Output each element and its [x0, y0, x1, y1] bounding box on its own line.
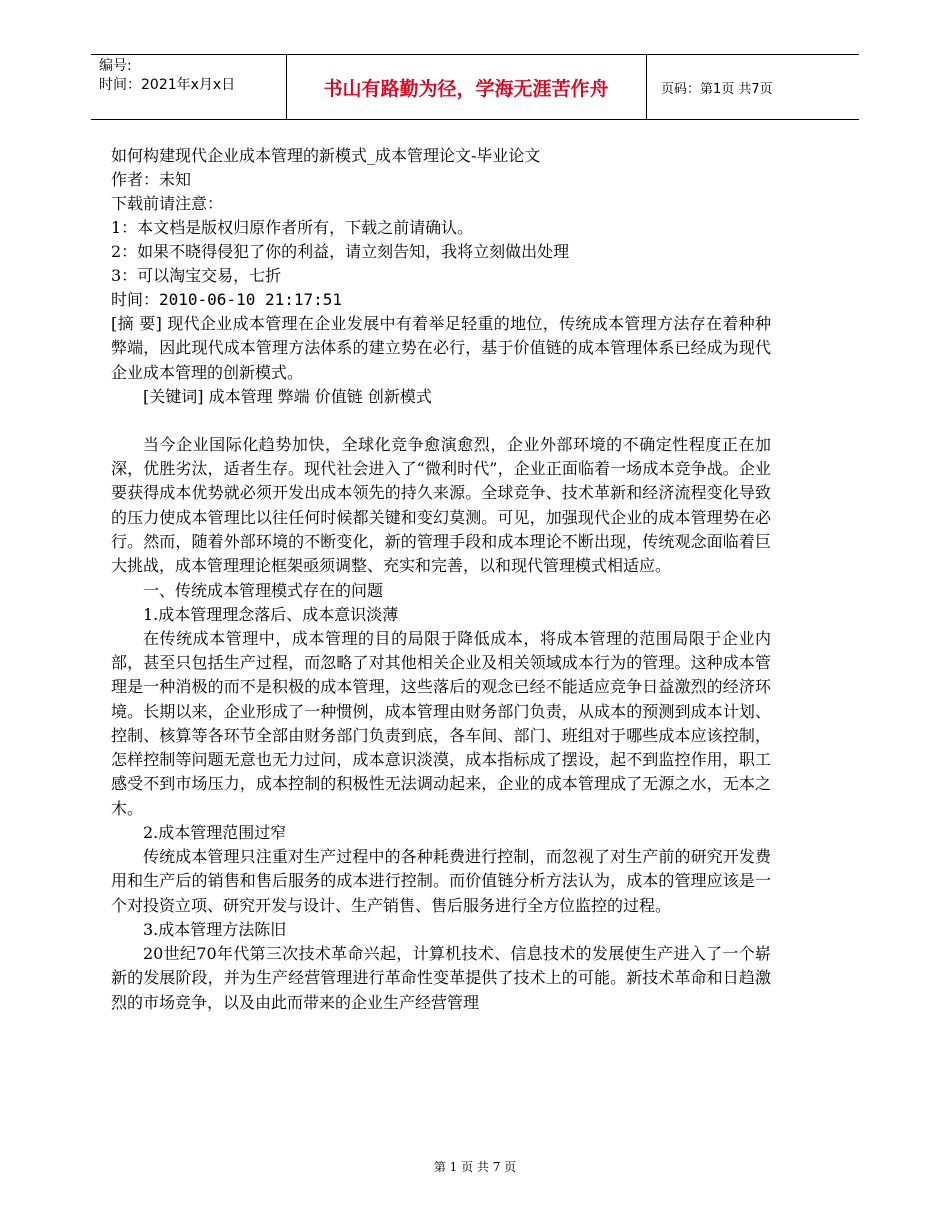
document-body	[111, 144, 771, 1015]
notice-1: 1：本文档是版权归原作者所有，下载之前请确认。	[111, 218, 474, 237]
subheading-3: 3.成本管理方法陈旧	[143, 919, 287, 939]
doc-title: 如何构建现代企业成本管理的新模式_成本管理论文-毕业论文	[111, 146, 541, 165]
notice-2: 2：如果不晓得侵犯了你的利益，请立刻告知，我将立刻做出处理	[111, 242, 570, 261]
header-time: 时间：2021年x月x日	[99, 77, 236, 93]
notice-heading: 下载前请注意：	[111, 194, 224, 213]
header-number: 编号:	[99, 58, 132, 74]
header-meta	[99, 57, 235, 95]
abstract: [摘 要] 现代企业成本管理在企业发展中有着举足轻重的地位，传统成本管理方法存在着种种弊端，因此现代成本管理方法体系的建立势在必行，基于价值链的成本管理体系已经成为现代企业成本管理的创新模式。	[111, 314, 771, 382]
paragraph-1: 在传统成本管理中，成本管理的目的局限于降低成本，将成本管理的范围局限于企业内部，甚至只包括生产过程，而忽略了对其他相关企业及相关领域成本行为的管理。这种成本管理是一种消极的而不是积极的成本管理，这些落后的观念已经不能适应竞争日益激烈的经济环境。长期以来，企业形成了一种惯例，成本管理由财务部门负责，从成本的预测到成本计划、控制、核算等各环节全部由财务部门负责到底，各车间、部门、班组对于哪些成本应该控制，怎样控制等问题无意也无力过问，成本意识淡漠，成本指标成了摆设，起不到监控作用，职工感受不到市场压力，成本控制的积极性无法调动起来，企业的成本管理成了无源之水，无本之木。	[111, 628, 771, 818]
spacer	[111, 409, 771, 433]
header-page-info: 页码：第1页 共7页	[661, 81, 773, 97]
doc-time: 时间：2010-06-10 21:17:51	[111, 290, 343, 309]
page-header	[91, 54, 859, 120]
notice-3: 3：可以淘宝交易，七折	[111, 266, 282, 285]
page-footer: 第 1 页 共 7 页	[433, 1160, 517, 1174]
paragraph-3: 20世纪70年代第三次技术革命兴起，计算机技术、信息技术的发展使生产进入了一个崭新的发展阶段，并为生产经营管理进行革命性变革提供了技术上的可能。新技术革命和日趋激烈的市场竞争，以及由此而带来的企业生产经营管理	[111, 943, 771, 1012]
subheading-1: 1.成本管理理念落后、成本意识淡薄	[143, 604, 399, 624]
subheading-2: 2.成本管理范围过窄	[143, 823, 287, 843]
doc-author: 作者：未知	[111, 170, 192, 189]
section-heading-1: 一、传统成本管理模式存在的问题	[143, 580, 384, 600]
header-motto: 书山有路勤为径，学海无涯苦作舟	[323, 77, 609, 100]
intro-paragraph: 当今企业国际化趋势加快，全球化竞争愈演愈烈，企业外部环境的不确定性程度正在加深，优胜劣汰，适者生存。现代社会进入了“微利时代”，企业正面临着一场成本竞争战。企业要获得成本优势就必须开发出成本领先的持久来源。全球竞争、技术革新和经济流程变化导致的压力使成本管理比以往任何时候都关键和变幻莫测。可见，加强现代企业的成本管理势在必行。然而，随着外部环境的不断变化，新的管理手段和成本理论不断出现，传统观念面临着巨大挑战，成本管理理论框架亟须调整、充实和完善，以和现代管理模式相适应。	[111, 434, 771, 576]
keywords: [关键词] 成本管理 弊端 价值链 创新模式	[143, 386, 432, 406]
paragraph-2: 传统成本管理只注重对生产过程中的各种耗费进行控制，而忽视了对生产前的研究开发费用和生产后的销售和售后服务的成本进行控制。而价值链分析方法认为，成本的管理应该是一个对投资立项、研究开发与设计、生产销售、售后服务进行全方位监控的过程。	[111, 847, 771, 915]
header-divider-right	[646, 54, 647, 120]
